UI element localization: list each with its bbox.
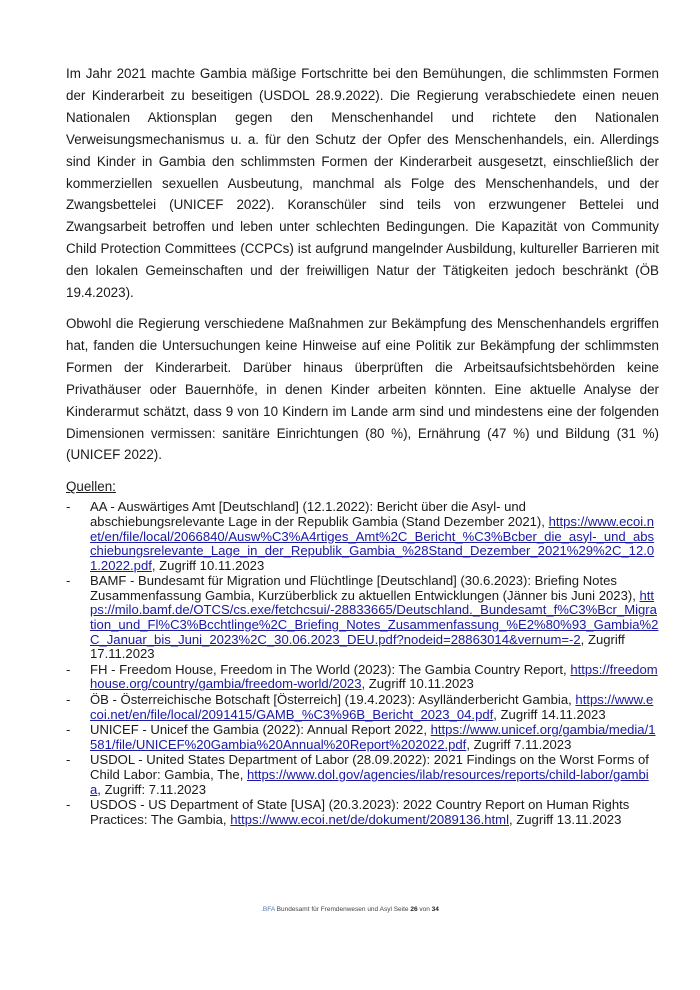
source-text: ÖB - Österreichische Botschaft [Österreich] (19.4.2023): Asylländerbericht Gambia, — [90, 692, 576, 708]
source-link[interactable]: https://www.unicef.org/gambia/media/1581/file/UNICEF%20Gambia%20Annual%20Report%202022.pdf — [90, 722, 656, 752]
source-item-oeb — [66, 693, 659, 722]
list-dash: - — [66, 661, 71, 677]
source-text: UNICEF - Unicef the Gambia (2022): Annual Report 2022, — [90, 722, 431, 738]
source-link[interactable]: https://www.ecoi.net/en/file/local/2091415/GAMB_%C3%96B_Bericht_2023_04.pdf — [90, 692, 654, 722]
document-page — [66, 63, 659, 828]
source-item-fh — [66, 663, 659, 692]
page-total: 34 — [431, 906, 439, 913]
list-dash: - — [66, 573, 71, 589]
bfa-logo: .BFA — [261, 906, 275, 913]
source-item-usdos — [66, 798, 659, 827]
source-link[interactable]: https://freedomhouse.org/country/gambia/freedom-world/2023 — [90, 661, 658, 692]
footer-of: von — [417, 906, 432, 913]
source-text: AA - Auswärtiges Amt [Deutschland] (12.1.2022): Bericht über die Asyl- und abschiebungsrelevante Lage in der Republik Gambia (Stand Dezember 2021), — [90, 499, 549, 529]
source-access-date: , Zugriff 17.11.2023 — [90, 631, 625, 662]
list-dash: - — [66, 722, 71, 738]
page-footer — [0, 906, 700, 913]
list-dash: - — [66, 499, 71, 515]
source-link[interactable]: https://www.ecoi.net/de/dokument/2089136.html — [230, 811, 509, 827]
source-access-date: , Zugriff 13.11.2023 — [509, 811, 622, 827]
source-link[interactable]: https://milo.bamf.de/OTCS/cs.exe/fetchcsui/-28833665/Deutschland._Bundesamt_f%C3%Bcr_Migration_und_Fl%C3%Bcchtlinge%2C_Briefing_Notes_Zusammenfassung_%E2%80%93_Gambia%2C_Januar_bis_Juni_2023%2C_30.06.2023_DEU.pdf?nodeid=28863014&vernum=-2 — [90, 587, 659, 647]
source-text: BAMF - Bundesamt für Migration und Flüchtlinge [Deutschland] (30.6.2023): Briefing Notes Zusammenfassung Gambia, Kurzüberblick zu aktuellen Entwicklungen (Jänner bis Juni 2023), — [90, 573, 640, 603]
source-link[interactable]: https://www.ecoi.net/en/file/local/2066840/Ausw%C3%A4rtiges_Amt%2C_Bericht_%C3%Bcber_die_asyl-_und_abschiebungsrelevante_Lage_in_der_Republik_Gambia_%28Stand_Dezember_2021%29%2C_12.01.2022.pdf — [90, 513, 655, 573]
sources-heading: Quellen: — [66, 479, 116, 495]
list-dash: - — [66, 797, 71, 813]
body-paragraph-1: Im Jahr 2021 machte Gambia mäßige Fortschritte bei den Bemühungen, die schlimmsten Formen der Kinderarbeit zu beseitigen (USDOL 28.9.2022). Die Regierung verabschiedete einen neuen Nationalen Aktionsplan gegen den Menschenhandel und richtete den Nationalen Verweisungsmechanismus u. a. für den Schutz der Opfer des Menschenhandels, ein. Allerdings sind Kinder in Gambia den schlimmsten Formen der Kinderarbeit ausgesetzt, einschließlich der kommerziellen sexuellen Ausbeutung, manchmal als Folge des Menschenhandels, und der Zwangsbettelei (UNICEF 2022). Koranschüler sind teils von erzwungener Bettelei und Zwangsarbeit betroffen und leben unter schlechten Bedingungen. Die Kapazität von Community Child Protection Committees (CCPCs) ist aufgrund mangelnder Ausbildung, kultureller Barrieren mit den lokalen Gemeinschaften und der freiwilligen Natur der Tätigkeiten jedoch beschränkt (ÖB 19.4.2023). — [66, 66, 659, 301]
body-paragraph-2: Obwohl die Regierung verschiedene Maßnahmen zur Bekämpfung des Menschenhandels ergriffen hat, fanden die Untersuchungen keine Hinweise auf eine Politik zur Bekämpfung der schlimmsten Formen der Kinderarbeit. Darüber hinaus überprüften die Arbeitsaufsichtsbehörden keine Privathäuser oder Bauernhöfe, in denen Kinder arbeiten könnten. Eine aktuelle Analyse der Kinderarmut schätzt, dass 9 von 10 Kindern im Lande arm sind und mindestens eine der folgenden Dimensionen vermissen: sanitäre Einrichtungen (80 %), Ernährung (47 %) und Bildung (31 %) (UNICEF 2022). — [66, 315, 659, 463]
list-dash: - — [66, 692, 71, 708]
source-item-aa — [66, 500, 659, 573]
source-text: USDOS - US Department of State [USA] (20.3.2023): 2022 Country Report on Human Rights Practices: The Gambia, — [90, 797, 630, 827]
footer-org: Bundesamt für Fremdenwesen und Asyl Seite — [274, 906, 411, 913]
source-item-unicef — [66, 723, 659, 752]
source-item-bamf — [66, 574, 659, 662]
source-text: FH - Freedom House, Freedom in The World (2023): The Gambia Country Report, — [90, 661, 571, 677]
source-access-date: , Zugriff 14.11.2023 — [493, 706, 606, 722]
list-dash: - — [66, 752, 71, 768]
source-text: USDOL - United States Department of Labor (28.09.2022): 2021 Findings on the Worst Forms of Child Labor: Gambia, The, — [90, 752, 649, 782]
source-access-date: , Zugriff 10.11.2023 — [361, 676, 474, 692]
page-number: 26 — [410, 906, 418, 913]
source-access-date: , Zugriff: 7.11.2023 — [97, 781, 206, 797]
source-link[interactable]: https://www.dol.gov/agencies/ilab/resources/reports/child-labor/gambia — [90, 767, 649, 797]
source-access-date: , Zugriff 10.11.2023 — [151, 557, 265, 573]
source-access-date: , Zugriff 7.11.2023 — [466, 736, 572, 752]
sources-list — [66, 500, 659, 827]
source-item-usdol — [66, 753, 659, 797]
